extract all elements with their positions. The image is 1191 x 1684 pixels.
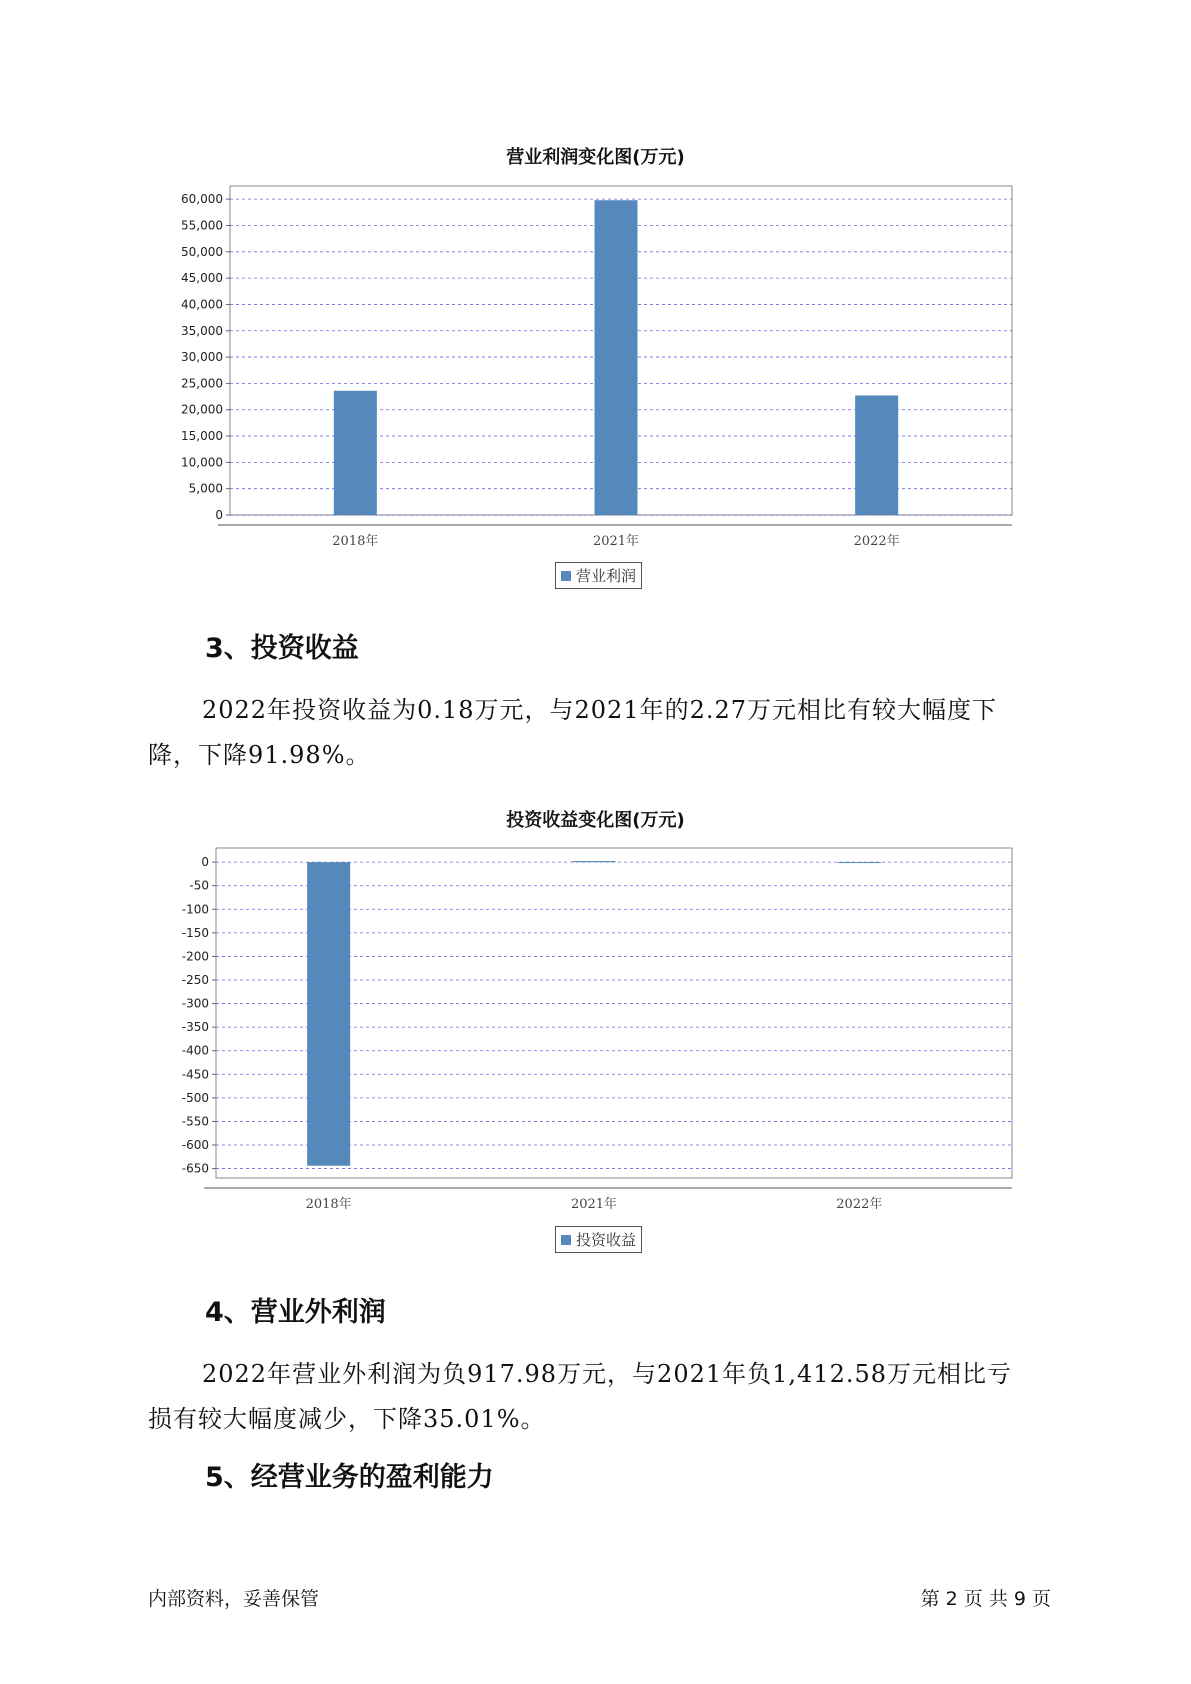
y-tick-label: -600: [181, 1138, 209, 1152]
y-tick-label: -350: [181, 1020, 209, 1035]
y-tick-label: 25,000: [181, 376, 223, 391]
chart-1-legend-label: 营业利润: [576, 567, 637, 585]
y-tick-label: 40,000: [181, 297, 223, 312]
x-tick-label: 2022年: [853, 534, 900, 549]
x-tick-label: 2018年: [332, 534, 379, 549]
section-3-line-1: 2022年投资收益为0.18万元，与2021年的2.27万元相比有较大幅度下: [202, 696, 998, 724]
y-tick-label: -550: [181, 1114, 209, 1129]
section-4-heading: 4、营业外利润: [205, 1297, 386, 1328]
bar: [838, 862, 881, 863]
section-4-paragraph: [148, 1352, 1048, 1442]
y-tick-label: -400: [181, 1043, 209, 1058]
footer-confidential: 内部资料，妥善保管: [148, 1588, 320, 1610]
footer-page-number: 第 2 页 共 9 页: [920, 1588, 1051, 1610]
chart-1-title: 营业利润变化图(万元): [506, 147, 685, 168]
chart-2-legend: [555, 1226, 642, 1253]
section-4-line-2: 损有较大幅度减少，下降35.01%。: [148, 1405, 546, 1433]
y-tick-label: 15,000: [181, 429, 223, 444]
x-tick-label: 2022年: [836, 1197, 883, 1212]
y-tick-label: -650: [181, 1161, 209, 1176]
y-tick-label: 35,000: [181, 323, 223, 338]
y-tick-label: 30,000: [181, 350, 223, 365]
legend-swatch: [561, 1235, 571, 1245]
bar: [307, 862, 350, 1166]
y-tick-label: 55,000: [181, 218, 223, 233]
y-tick-label: 10,000: [181, 455, 223, 470]
y-tick-label: -500: [181, 1090, 209, 1105]
bar: [573, 861, 616, 862]
x-tick-label: 2021年: [570, 1197, 618, 1212]
y-tick-label: -450: [181, 1067, 209, 1082]
x-tick-label: 2018年: [305, 1197, 352, 1212]
y-tick-label: 60,000: [181, 192, 223, 207]
section-4-line-1: 2022年营业外利润为负917.98万元，与2021年负1,412.58万元相比亏: [202, 1360, 1013, 1388]
y-tick-label: -100: [181, 902, 209, 917]
chart-2-title: 投资收益变化图(万元): [506, 810, 685, 831]
y-tick-label: -250: [181, 973, 209, 987]
y-tick-label: -150: [181, 925, 209, 940]
y-tick-label: 5,000: [188, 481, 223, 496]
y-tick-label: 0: [201, 855, 209, 870]
section-5-heading: 5、经营业务的盈利能力: [205, 1462, 494, 1493]
x-tick-label: 2021年: [592, 534, 640, 549]
y-tick-label: 50,000: [181, 244, 223, 259]
y-tick-label: 45,000: [181, 271, 223, 286]
y-tick-label: -200: [181, 949, 209, 964]
chart-2-legend-label: 投资收益: [576, 1231, 637, 1249]
y-tick-label: -300: [181, 996, 209, 1011]
section-3-line-2: 降，下降91.98%。: [148, 741, 371, 769]
y-tick-label: 0: [215, 508, 223, 522]
y-tick-label: -50: [189, 878, 209, 893]
section-3-heading: 3、投资收益: [205, 633, 359, 664]
y-tick-label: 20,000: [181, 402, 223, 417]
